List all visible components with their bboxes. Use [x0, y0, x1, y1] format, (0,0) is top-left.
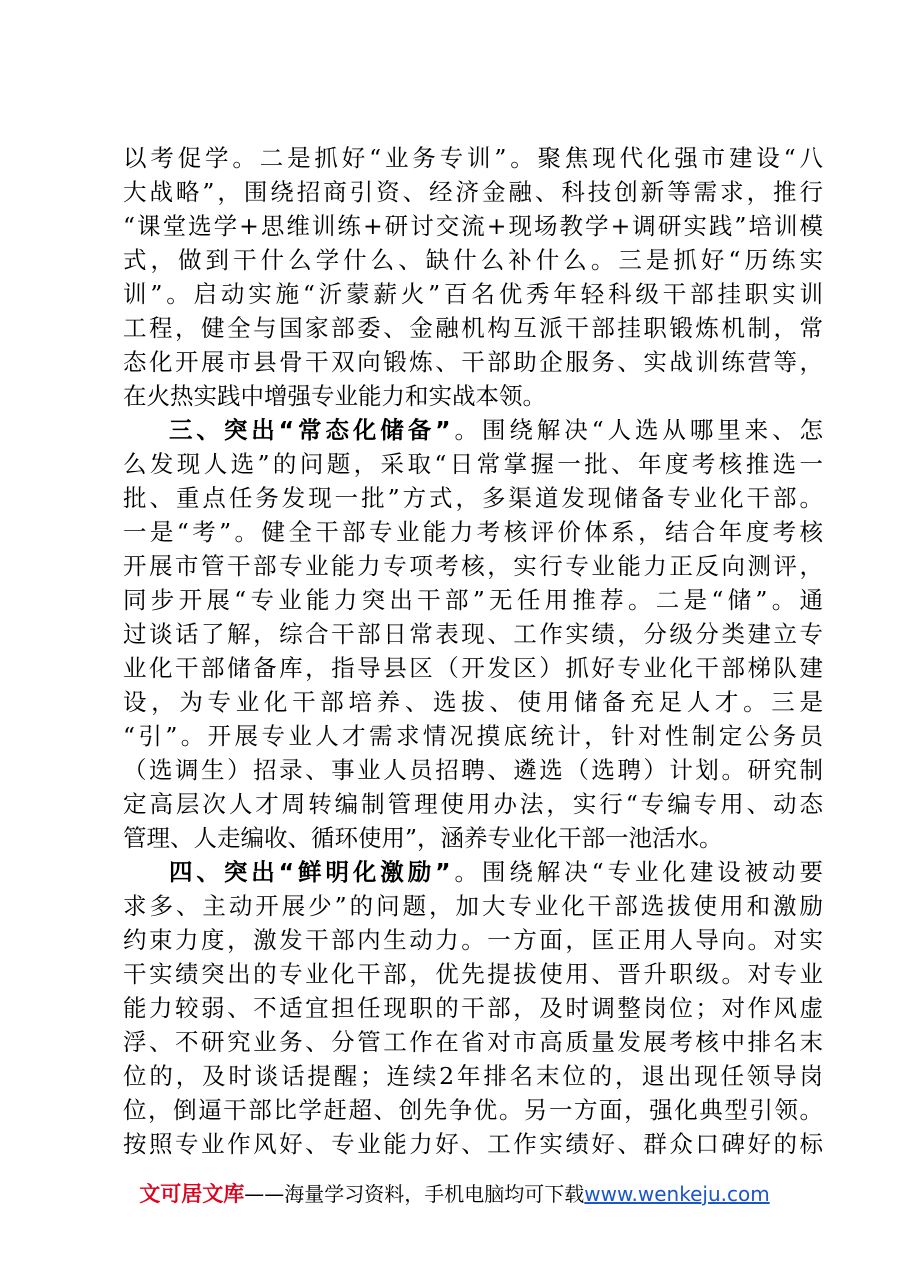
document-body — [123, 141, 823, 1161]
paragraph-line: 么发现人选”的问题，采取“日常掌握一批、年度考核推选一 — [123, 450, 823, 478]
paragraph-line: 式，做到干什么学什么、缺什么补什么。三是抓好“历练实 — [123, 246, 823, 274]
section-3-intro: 。围绕解决“人选从哪里来、怎 — [450, 416, 824, 444]
paragraph-line: 浮、不研究业务、分管工作在省对市高质量发展考核中排名末 — [123, 1028, 823, 1056]
paragraph-line: 同步开展“专业能力突出干部”无任用推荐。二是“储”。通 — [123, 586, 823, 614]
section-4-heading: 四、突出“鲜明化激励” — [169, 858, 451, 886]
paragraph-line: 定高层次人才周转编制管理使用办法，实行“专编专用、动态 — [123, 790, 823, 818]
paragraph-line: 在火热实践中增强专业能力和实战本领。 — [123, 382, 546, 410]
paragraph-line: 位，倒逼干部比学赶超、创先争优。另一方面，强化典型引领。 — [123, 1096, 823, 1124]
section-4-intro: 。围绕解决“专业化建设被动要 — [450, 858, 824, 886]
paragraph-line: 管理、人走编收、循环使用”，涵养专业化干部一池活水。 — [123, 824, 723, 852]
footer-tagline: ——海量学习资料，手机电脑均可下载 — [244, 1182, 585, 1206]
paragraph-line: 干实绩突出的专业化干部，优先提拔使用、晋升职级。对专业 — [123, 960, 823, 988]
paragraph-line: 开展市管干部专业能力专项考核，实行专业能力正反向测评， — [123, 552, 823, 580]
paragraph-line: 大战略”，围绕招商引资、经济金融、科技创新等需求，推行 — [123, 178, 823, 206]
paragraph-line: 过谈话了解，综合干部日常表现、工作实绩，分级分类建立专 — [123, 620, 823, 648]
paragraph-line: 按照专业作风好、专业能力好、工作实绩好、群众口碑好的标 — [123, 1130, 823, 1158]
paragraph-line: “引”。开展专业人才需求情况摸底统计，针对性制定公务员 — [123, 722, 823, 750]
paragraph-line: 态化开展市县骨干双向锻炼、干部助企服务、实战训练营等， — [123, 348, 823, 376]
footer-brand: 文可居文库 — [139, 1182, 245, 1206]
paragraph-line: 工程，健全与国家部委、金融机构互派干部挂职锻炼机制，常 — [123, 314, 823, 342]
paragraph-line: 批、重点任务发现一批”方式，多渠道发现储备专业化干部。 — [123, 484, 823, 512]
page-footer — [0, 1180, 909, 1208]
paragraph-line: 训”。启动实施“沂蒙薪火”百名优秀年轻科级干部挂职实训 — [123, 280, 823, 308]
paragraph-line: 能力较弱、不适宜担任现职的干部，及时调整岗位；对作风虚 — [123, 994, 823, 1022]
paragraph-line: 以考促学。二是抓好“业务专训”。聚焦现代化强市建设“八 — [123, 144, 823, 172]
footer-link[interactable]: www.wenkeju.com — [584, 1182, 770, 1206]
section-3-heading: 三、突出“常态化储备” — [169, 416, 451, 444]
paragraph-line: 求多、主动开展少”的问题，加大专业化干部选拔使用和激励 — [123, 892, 823, 920]
paragraph-line: 业化干部储备库，指导县区（开发区）抓好专业化干部梯队建 — [123, 654, 823, 682]
paragraph-line: 约束力度，激发干部内生动力。一方面，匡正用人导向。对实 — [123, 926, 823, 954]
section-3-first-line — [123, 413, 823, 447]
section-4-first-line — [123, 855, 823, 889]
paragraph-line: 设，为专业化干部培养、选拔、使用储备充足人才。三是 — [123, 688, 823, 716]
paragraph-line: 一是“考”。健全干部专业能力考核评价体系，结合年度考核 — [123, 518, 823, 546]
paragraph-line: “课堂选学+思维训练+研讨交流+现场教学+调研实践”培训模 — [123, 212, 823, 240]
paragraph-line: 位的，及时谈话提醒；连续2年排名末位的，退出现任领导岗 — [123, 1062, 823, 1090]
paragraph-line: （选调生）招录、事业人员招聘、遴选（选聘）计划。研究制 — [123, 756, 823, 784]
